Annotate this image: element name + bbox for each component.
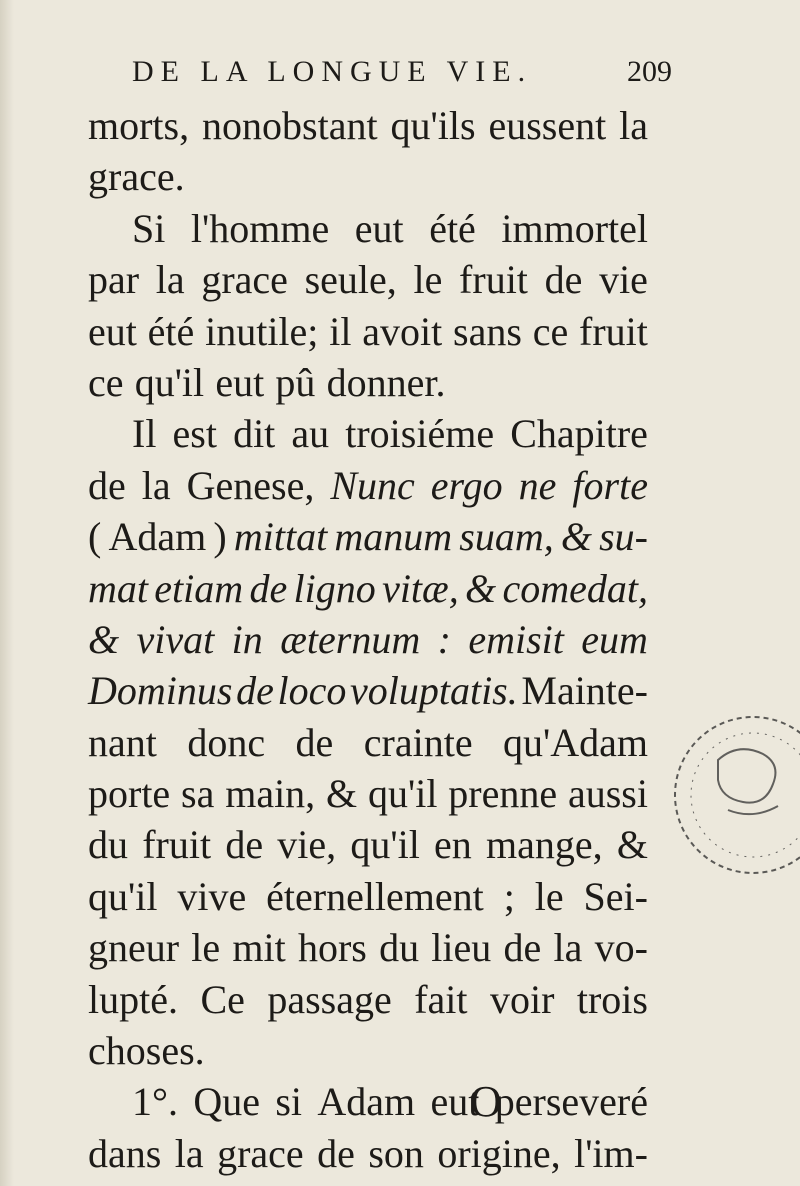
word: etiam xyxy=(154,565,244,611)
word: 1°. xyxy=(132,1079,178,1125)
word: voluptatis. xyxy=(349,668,518,714)
word: origine, xyxy=(437,1130,561,1176)
text-line xyxy=(88,717,648,768)
word: vive xyxy=(177,873,247,919)
word: æternum xyxy=(280,616,421,662)
word: de xyxy=(503,925,542,971)
word: ne xyxy=(518,462,557,508)
word: perseveré xyxy=(494,1079,648,1125)
word: de xyxy=(225,822,264,868)
word: passage xyxy=(267,976,392,1022)
word: Ce xyxy=(200,976,245,1022)
word: lupté. xyxy=(88,976,178,1022)
word: sa xyxy=(181,771,215,817)
word: loco xyxy=(277,668,347,714)
word: Adam xyxy=(108,514,207,560)
word: & xyxy=(88,616,120,662)
word: troisiéme xyxy=(345,411,495,457)
word: gneur xyxy=(88,925,180,971)
library-stamp xyxy=(658,690,800,920)
word: trois xyxy=(576,976,648,1022)
word: donner. xyxy=(326,359,446,405)
word: qu'il xyxy=(350,822,420,868)
word: fruit xyxy=(142,822,212,868)
word: de xyxy=(88,462,126,508)
word: eut xyxy=(88,308,137,354)
word: son xyxy=(368,1130,424,1176)
word: Il xyxy=(132,411,157,457)
word: su- xyxy=(599,514,648,560)
word: de xyxy=(317,1130,355,1176)
word: qu'il xyxy=(134,359,205,405)
text-line xyxy=(88,819,648,870)
word: du xyxy=(88,822,128,868)
word: qu'ils xyxy=(390,103,476,148)
word: fait xyxy=(414,976,468,1022)
word: est xyxy=(172,411,217,457)
word: mange, xyxy=(486,822,603,868)
page-gutter-shadow xyxy=(0,0,14,1186)
word: la xyxy=(619,103,648,148)
word: ce xyxy=(532,308,569,354)
word: nonobstant xyxy=(202,103,378,148)
word: vie, xyxy=(277,822,337,868)
word: mittat xyxy=(233,514,328,560)
word: Si xyxy=(132,205,166,251)
word: Chapitre xyxy=(510,411,648,457)
text-line xyxy=(88,563,648,614)
word: manum xyxy=(334,514,453,560)
word: forte xyxy=(572,462,648,508)
word: eussent xyxy=(488,103,607,148)
page-number: 209 xyxy=(627,55,672,88)
text-line xyxy=(88,614,648,665)
word: grace. xyxy=(88,154,185,200)
word: la xyxy=(553,925,583,971)
word: inutile; xyxy=(205,308,319,354)
text-line xyxy=(88,1076,648,1127)
word: choses. xyxy=(88,1028,205,1074)
word: Genese, xyxy=(186,462,315,508)
word: & xyxy=(560,514,592,560)
word: sans xyxy=(453,308,522,354)
text-line xyxy=(88,768,648,819)
word: dit xyxy=(233,411,276,457)
text-line xyxy=(88,871,648,922)
word: ligno xyxy=(293,565,376,611)
word: par xyxy=(88,257,140,303)
word: in xyxy=(231,616,263,662)
word: si xyxy=(275,1079,303,1125)
word: de xyxy=(544,257,583,303)
text-line xyxy=(88,254,648,305)
word: morts, xyxy=(88,103,190,148)
word: la xyxy=(141,462,171,508)
word: qu'il xyxy=(368,771,438,817)
text-line xyxy=(88,306,648,357)
word: grace xyxy=(217,1130,304,1176)
word: de xyxy=(236,668,274,714)
text-line xyxy=(88,460,648,511)
word: : xyxy=(437,616,451,662)
word: eut xyxy=(354,205,404,251)
word: le xyxy=(191,925,221,971)
word: avoit xyxy=(362,308,443,354)
text-line xyxy=(88,665,648,716)
word: de xyxy=(249,565,288,611)
word: l'im- xyxy=(574,1130,648,1176)
word: qu'il xyxy=(88,873,158,919)
word: le xyxy=(413,257,443,303)
text-line xyxy=(88,357,648,408)
word: de xyxy=(295,719,334,765)
word: vitæ, xyxy=(382,565,459,611)
word: nant xyxy=(88,719,157,765)
word: grace xyxy=(201,257,288,303)
word: donc xyxy=(187,719,266,765)
word: du xyxy=(379,925,420,971)
word: ( xyxy=(88,514,102,560)
word: pû xyxy=(275,359,316,405)
word: aussi xyxy=(567,771,648,817)
word: le xyxy=(534,873,564,919)
word: eut xyxy=(215,359,265,405)
word: été xyxy=(429,205,476,251)
word: ergo xyxy=(430,462,503,508)
word: Nunc xyxy=(330,462,415,508)
word: ) xyxy=(213,514,227,560)
word: eum xyxy=(581,616,648,662)
word: suam, xyxy=(459,514,554,560)
word: fruit xyxy=(459,257,528,303)
word: Que xyxy=(193,1079,260,1125)
body-text xyxy=(88,100,648,1179)
word: comedat, xyxy=(502,565,648,611)
word: au xyxy=(291,411,330,457)
word: ce xyxy=(88,359,124,405)
word: vie xyxy=(599,257,648,303)
running-title: DE LA LONGUE VIE. xyxy=(132,55,533,88)
word: lieu xyxy=(431,925,492,971)
word: l'homme xyxy=(190,205,330,251)
word: éternellement xyxy=(266,873,484,919)
word: eut xyxy=(430,1079,480,1125)
word: seule, xyxy=(304,257,397,303)
word: dans xyxy=(88,1130,162,1176)
word: la xyxy=(155,257,185,303)
word: il xyxy=(329,308,352,354)
word: été xyxy=(147,308,195,354)
word: Sei- xyxy=(583,873,648,919)
word: vivat xyxy=(136,616,215,662)
word: voir xyxy=(489,976,555,1022)
word: immortel xyxy=(501,205,648,251)
word: mit xyxy=(232,925,286,971)
text-line xyxy=(88,203,648,254)
word: porte xyxy=(88,771,171,817)
word: emisit xyxy=(468,616,564,662)
word: hors xyxy=(297,925,367,971)
word: Dominus xyxy=(88,668,233,714)
text-line xyxy=(88,100,648,151)
word: prenne xyxy=(448,771,558,817)
word: crainte xyxy=(363,719,473,765)
text-line xyxy=(88,1128,648,1179)
text-line xyxy=(88,408,648,459)
text-line xyxy=(88,1025,648,1076)
word: ; xyxy=(503,873,515,919)
word: mat xyxy=(88,565,148,611)
text-line xyxy=(88,511,648,562)
word: qu'Adam xyxy=(503,719,648,765)
word: main, xyxy=(225,771,316,817)
signature-mark: O xyxy=(470,1077,502,1126)
word: Adam xyxy=(317,1079,416,1125)
word: Mainte- xyxy=(521,668,648,714)
text-line xyxy=(88,922,648,973)
word: & xyxy=(465,565,497,611)
word: & xyxy=(616,822,648,868)
text-line xyxy=(88,151,648,202)
word: vo- xyxy=(594,925,648,971)
word: fruit xyxy=(579,308,648,354)
running-header xyxy=(132,52,672,92)
word: en xyxy=(434,822,472,868)
word: la xyxy=(174,1130,204,1176)
word: & xyxy=(326,771,358,817)
text-line xyxy=(88,974,648,1025)
